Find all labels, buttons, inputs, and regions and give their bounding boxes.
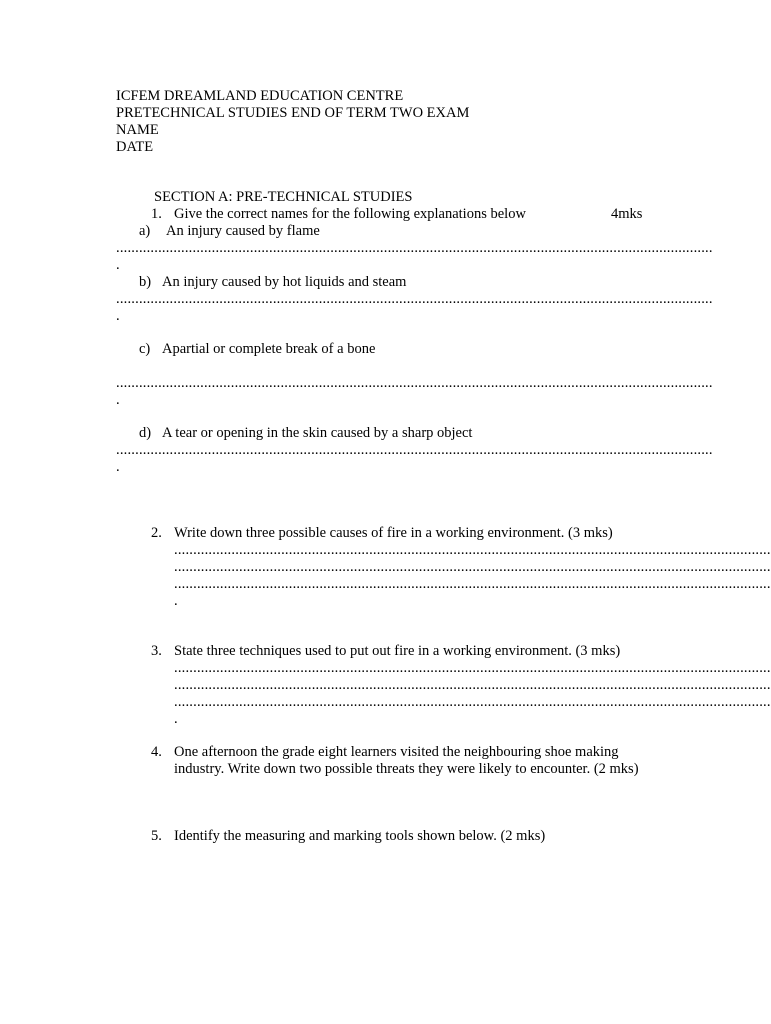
q1b-label: b) <box>139 274 152 290</box>
answer-line[interactable]: ............................................................................................................................................................ <box>116 375 713 391</box>
section-title: SECTION A: PRE-TECHNICAL STUDIES <box>154 189 413 205</box>
school-name: ICFEM DREAMLAND EDUCATION CENTRE <box>116 88 404 104</box>
q5-text: Identify the measuring and marking tools shown below. (2 mks) <box>174 828 546 844</box>
q2-number: 2. <box>151 525 162 541</box>
answer-line[interactable]: ............................................................................................................................................................ <box>116 442 713 458</box>
answer-line[interactable]: ............................................................................................................................................................ <box>116 291 713 307</box>
name-label: NAME <box>116 122 159 138</box>
answer-line-end: . <box>116 459 120 475</box>
exam-title: PRETECHNICAL STUDIES END OF TERM TWO EXAM <box>116 105 470 121</box>
answer-line[interactable]: ............................................................................................................................................................ <box>174 694 771 710</box>
answer-line-end: . <box>174 711 178 727</box>
answer-line[interactable]: ............................................................................................................................................................ <box>174 677 771 693</box>
q1-marks: 4mks <box>611 206 643 222</box>
q1a-label: a) <box>139 223 151 239</box>
q1b-text: An injury caused by hot liquids and steam <box>162 274 407 290</box>
answer-line-end: . <box>174 593 178 609</box>
answer-line[interactable]: ............................................................................................................................................................ <box>174 576 771 592</box>
answer-line[interactable]: ............................................................................................................................................................ <box>174 542 771 558</box>
q1-number: 1. <box>151 206 162 222</box>
q1-text: Give the correct names for the following explanations below <box>174 206 526 222</box>
answer-line[interactable]: ............................................................................................................................................................ <box>174 660 771 676</box>
q5-number: 5. <box>151 828 162 844</box>
date-label: DATE <box>116 139 154 155</box>
q1c-label: c) <box>139 341 151 357</box>
q2-text: Write down three possible causes of fire in a working environment. (3 mks) <box>174 525 613 541</box>
answer-line[interactable]: ............................................................................................................................................................ <box>174 559 771 575</box>
q1a-text: An injury caused by flame <box>166 223 320 239</box>
answer-line[interactable]: ............................................................................................................................................................ <box>116 240 713 256</box>
answer-line-end: . <box>116 392 120 408</box>
q1c-text: Apartial or complete break of a bone <box>162 341 376 357</box>
q4-text: One afternoon the grade eight learners visited the neighbouring shoe making industry. Write down two possible threats they were likely to encounter. (2 mks) <box>174 744 639 777</box>
q1d-label: d) <box>139 425 152 441</box>
answer-line-end: . <box>116 257 120 273</box>
q3-number: 3. <box>151 643 162 659</box>
q4-number: 4. <box>151 744 162 760</box>
q3-text: State three techniques used to put out fire in a working environment. (3 mks) <box>174 643 621 659</box>
q1d-text: A tear or opening in the skin caused by a sharp object <box>162 425 473 441</box>
answer-line-end: . <box>116 308 120 324</box>
